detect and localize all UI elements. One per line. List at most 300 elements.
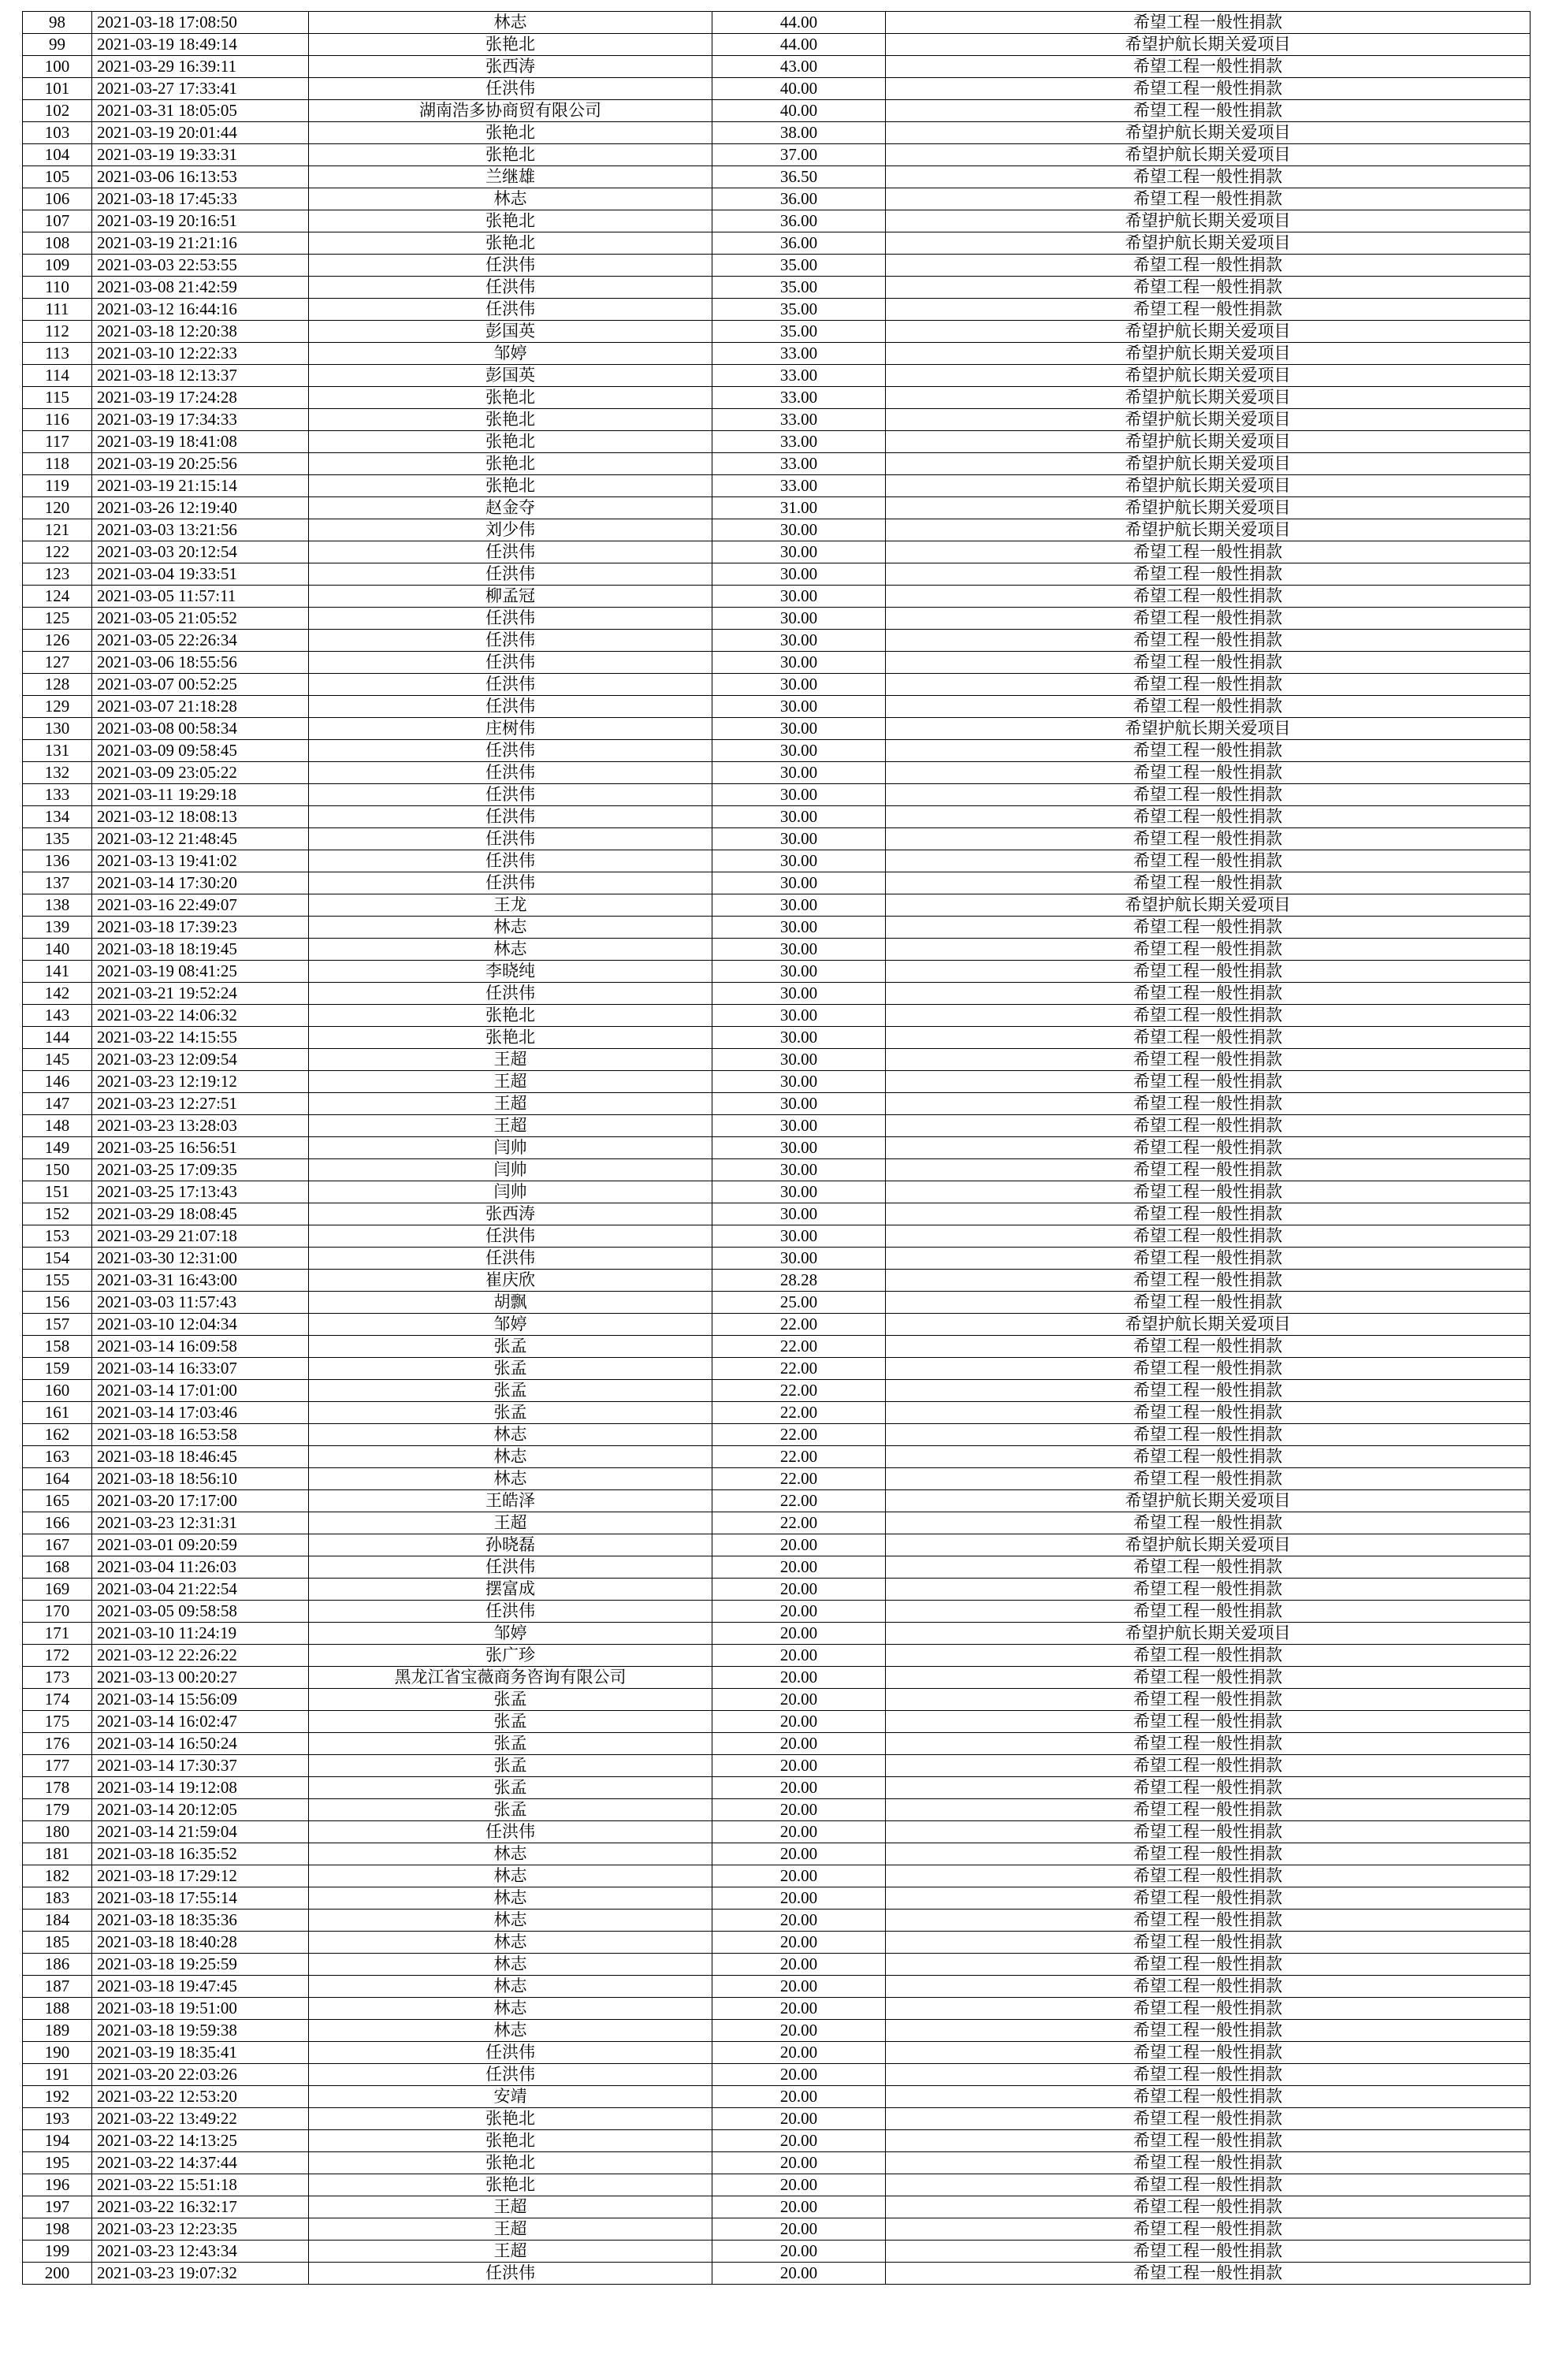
table-row — [23, 608, 1531, 630]
project-name: 希望护航长期关爱项目 — [886, 1534, 1531, 1556]
project-name: 希望护航长期关爱项目 — [886, 321, 1531, 343]
donation-amount: 30.00 — [712, 917, 886, 939]
donation-time: 2021-03-18 16:35:52 — [92, 1843, 309, 1865]
project-name: 希望工程一般性捐款 — [886, 2241, 1531, 2263]
row-index: 105 — [23, 166, 92, 188]
project-name: 希望工程一般性捐款 — [886, 1865, 1531, 1887]
row-index: 109 — [23, 255, 92, 277]
donation-amount: 20.00 — [712, 1733, 886, 1755]
donation-time: 2021-03-05 22:26:34 — [92, 630, 309, 652]
project-name: 希望工程一般性捐款 — [886, 1336, 1531, 1358]
donor-name: 任洪伟 — [309, 740, 712, 762]
donation-amount: 20.00 — [712, 2086, 886, 2108]
project-name: 希望护航长期关爱项目 — [886, 894, 1531, 917]
project-name: 希望工程一般性捐款 — [886, 1976, 1531, 1998]
donor-name: 林志 — [309, 1843, 712, 1865]
row-index: 151 — [23, 1181, 92, 1203]
donation-time: 2021-03-08 00:58:34 — [92, 718, 309, 740]
donation-amount: 44.00 — [712, 12, 886, 34]
row-index: 106 — [23, 188, 92, 210]
row-index: 129 — [23, 696, 92, 718]
row-index: 149 — [23, 1137, 92, 1159]
donor-name: 张孟 — [309, 1402, 712, 1424]
donation-amount: 30.00 — [712, 1093, 886, 1115]
donation-amount: 20.00 — [712, 2152, 886, 2174]
project-name: 希望工程一般性捐款 — [886, 1932, 1531, 1954]
donation-amount: 20.00 — [712, 1645, 886, 1667]
donor-name: 任洪伟 — [309, 652, 712, 674]
donor-name: 张孟 — [309, 1711, 712, 1733]
donation-amount: 20.00 — [712, 2020, 886, 2042]
project-name: 希望工程一般性捐款 — [886, 1645, 1531, 1667]
donation-amount: 22.00 — [712, 1314, 886, 1336]
donation-time: 2021-03-31 16:43:00 — [92, 1270, 309, 1292]
table-row — [23, 1512, 1531, 1534]
table-row — [23, 718, 1531, 740]
donation-amount: 20.00 — [712, 1579, 886, 1601]
row-index: 186 — [23, 1954, 92, 1976]
donation-amount: 20.00 — [712, 2196, 886, 2218]
donation-time: 2021-03-18 18:35:36 — [92, 1910, 309, 1932]
donation-amount: 33.00 — [712, 453, 886, 475]
project-name: 希望工程一般性捐款 — [886, 586, 1531, 608]
donor-name: 张孟 — [309, 1733, 712, 1755]
donation-time: 2021-03-18 17:45:33 — [92, 188, 309, 210]
donation-amount: 35.00 — [712, 321, 886, 343]
donor-name: 闫帅 — [309, 1137, 712, 1159]
row-index: 141 — [23, 961, 92, 983]
row-index: 184 — [23, 1910, 92, 1932]
donation-amount: 28.28 — [712, 1270, 886, 1292]
table-row — [23, 740, 1531, 762]
project-name: 希望工程一般性捐款 — [886, 1556, 1531, 1579]
project-name: 希望工程一般性捐款 — [886, 166, 1531, 188]
row-index: 148 — [23, 1115, 92, 1137]
row-index: 169 — [23, 1579, 92, 1601]
project-name: 希望工程一般性捐款 — [886, 1689, 1531, 1711]
table-row — [23, 475, 1531, 497]
donor-name: 摆富成 — [309, 1579, 712, 1601]
donation-time: 2021-03-07 00:52:25 — [92, 674, 309, 696]
donation-time: 2021-03-14 17:01:00 — [92, 1380, 309, 1402]
table-row — [23, 1446, 1531, 1468]
row-index: 147 — [23, 1093, 92, 1115]
row-index: 198 — [23, 2218, 92, 2241]
table-row — [23, 1049, 1531, 1071]
table-row — [23, 2086, 1531, 2108]
table-row — [23, 1270, 1531, 1292]
project-name: 希望工程一般性捐款 — [886, 1579, 1531, 1601]
project-name: 希望工程一般性捐款 — [886, 1203, 1531, 1225]
table-row — [23, 12, 1531, 34]
table-row — [23, 409, 1531, 431]
donation-time: 2021-03-10 11:24:19 — [92, 1623, 309, 1645]
donation-amount: 40.00 — [712, 100, 886, 122]
donor-name: 张艳北 — [309, 2130, 712, 2152]
project-name: 希望工程一般性捐款 — [886, 1071, 1531, 1093]
donation-amount: 22.00 — [712, 1512, 886, 1534]
row-index: 102 — [23, 100, 92, 122]
donor-name: 张孟 — [309, 1380, 712, 1402]
table-row — [23, 563, 1531, 586]
donation-time: 2021-03-22 16:32:17 — [92, 2196, 309, 2218]
table-row — [23, 1556, 1531, 1579]
donation-time: 2021-03-14 19:12:08 — [92, 1777, 309, 1799]
project-name: 希望工程一般性捐款 — [886, 1733, 1531, 1755]
donation-amount: 20.00 — [712, 1954, 886, 1976]
donor-name: 林志 — [309, 917, 712, 939]
donation-time: 2021-03-04 19:33:51 — [92, 563, 309, 586]
donation-time: 2021-03-29 18:08:45 — [92, 1203, 309, 1225]
project-name: 希望工程一般性捐款 — [886, 784, 1531, 806]
donor-name: 刘少伟 — [309, 519, 712, 541]
donation-amount: 40.00 — [712, 78, 886, 100]
donation-amount: 20.00 — [712, 1667, 886, 1689]
donation-amount: 37.00 — [712, 144, 886, 166]
project-name: 希望工程一般性捐款 — [886, 1755, 1531, 1777]
table-row — [23, 2218, 1531, 2241]
project-name: 希望工程一般性捐款 — [886, 100, 1531, 122]
donor-name: 任洪伟 — [309, 1821, 712, 1843]
row-index: 132 — [23, 762, 92, 784]
donation-amount: 35.00 — [712, 299, 886, 321]
donation-time: 2021-03-30 12:31:00 — [92, 1248, 309, 1270]
row-index: 135 — [23, 828, 92, 850]
donation-time: 2021-03-09 23:05:22 — [92, 762, 309, 784]
donation-time: 2021-03-18 17:39:23 — [92, 917, 309, 939]
table-row — [23, 1225, 1531, 1248]
project-name: 希望工程一般性捐款 — [886, 1711, 1531, 1733]
table-row — [23, 210, 1531, 232]
donation-time: 2021-03-06 16:13:53 — [92, 166, 309, 188]
donor-name: 张孟 — [309, 1799, 712, 1821]
row-index: 195 — [23, 2152, 92, 2174]
project-name: 希望护航长期关爱项目 — [886, 431, 1531, 453]
project-name: 希望工程一般性捐款 — [886, 2086, 1531, 2108]
table-row — [23, 1005, 1531, 1027]
donation-time: 2021-03-23 12:23:35 — [92, 2218, 309, 2241]
row-index: 143 — [23, 1005, 92, 1027]
table-row — [23, 2064, 1531, 2086]
donation-time: 2021-03-13 19:41:02 — [92, 850, 309, 872]
project-name: 希望工程一般性捐款 — [886, 1843, 1531, 1865]
project-name: 希望工程一般性捐款 — [886, 608, 1531, 630]
project-name: 希望工程一般性捐款 — [886, 2064, 1531, 2086]
donor-name: 张艳北 — [309, 2108, 712, 2130]
donation-amount: 30.00 — [712, 806, 886, 828]
donation-time: 2021-03-19 18:35:41 — [92, 2042, 309, 2064]
donation-amount: 22.00 — [712, 1402, 886, 1424]
project-name: 希望护航长期关爱项目 — [886, 497, 1531, 519]
table-row — [23, 321, 1531, 343]
donation-amount: 36.50 — [712, 166, 886, 188]
donation-time: 2021-03-14 17:30:37 — [92, 1755, 309, 1777]
donation-time: 2021-03-05 11:57:11 — [92, 586, 309, 608]
donor-name: 安靖 — [309, 2086, 712, 2108]
project-name: 希望护航长期关爱项目 — [886, 210, 1531, 232]
project-name: 希望工程一般性捐款 — [886, 1380, 1531, 1402]
project-name: 希望工程一般性捐款 — [886, 2218, 1531, 2241]
project-name: 希望工程一般性捐款 — [886, 1159, 1531, 1181]
donation-time: 2021-03-18 19:51:00 — [92, 1998, 309, 2020]
row-index: 177 — [23, 1755, 92, 1777]
project-name: 希望工程一般性捐款 — [886, 850, 1531, 872]
table-row — [23, 2108, 1531, 2130]
row-index: 137 — [23, 872, 92, 894]
donor-name: 任洪伟 — [309, 983, 712, 1005]
row-index: 142 — [23, 983, 92, 1005]
project-name: 希望工程一般性捐款 — [886, 828, 1531, 850]
table-row — [23, 2174, 1531, 2196]
donation-amount: 20.00 — [712, 2108, 886, 2130]
donation-amount: 30.00 — [712, 608, 886, 630]
donation-amount: 30.00 — [712, 961, 886, 983]
donor-name: 林志 — [309, 1865, 712, 1887]
donation-time: 2021-03-18 12:13:37 — [92, 365, 309, 387]
row-index: 100 — [23, 56, 92, 78]
table-row — [23, 828, 1531, 850]
donation-amount: 33.00 — [712, 409, 886, 431]
table-row — [23, 674, 1531, 696]
donation-amount: 30.00 — [712, 718, 886, 740]
donor-name: 张艳北 — [309, 144, 712, 166]
project-name: 希望护航长期关爱项目 — [886, 387, 1531, 409]
row-index: 101 — [23, 78, 92, 100]
table-row — [23, 1755, 1531, 1777]
row-index: 136 — [23, 850, 92, 872]
donation-table-body — [23, 12, 1531, 2285]
donation-time: 2021-03-09 09:58:45 — [92, 740, 309, 762]
project-name: 希望工程一般性捐款 — [886, 1049, 1531, 1071]
donation-time: 2021-03-06 18:55:56 — [92, 652, 309, 674]
row-index: 108 — [23, 232, 92, 255]
donation-time: 2021-03-05 09:58:58 — [92, 1601, 309, 1623]
donation-amount: 20.00 — [712, 1601, 886, 1623]
donation-amount: 20.00 — [712, 1887, 886, 1910]
row-index: 175 — [23, 1711, 92, 1733]
table-row — [23, 387, 1531, 409]
donation-amount: 30.00 — [712, 519, 886, 541]
project-name: 希望工程一般性捐款 — [886, 563, 1531, 586]
project-name: 希望护航长期关爱项目 — [886, 519, 1531, 541]
donation-time: 2021-03-18 16:53:58 — [92, 1424, 309, 1446]
row-index: 181 — [23, 1843, 92, 1865]
donation-amount: 20.00 — [712, 2218, 886, 2241]
table-row — [23, 806, 1531, 828]
donation-time: 2021-03-22 14:13:25 — [92, 2130, 309, 2152]
project-name: 希望工程一般性捐款 — [886, 1027, 1531, 1049]
table-row — [23, 1645, 1531, 1667]
row-index: 163 — [23, 1446, 92, 1468]
project-name: 希望工程一般性捐款 — [886, 696, 1531, 718]
donor-name: 孙晓磊 — [309, 1534, 712, 1556]
donation-time: 2021-03-19 20:01:44 — [92, 122, 309, 144]
row-index: 125 — [23, 608, 92, 630]
table-row — [23, 1689, 1531, 1711]
row-index: 172 — [23, 1645, 92, 1667]
donation-amount: 20.00 — [712, 2130, 886, 2152]
table-row — [23, 696, 1531, 718]
donation-time: 2021-03-23 13:28:03 — [92, 1115, 309, 1137]
project-name: 希望工程一般性捐款 — [886, 1910, 1531, 1932]
donation-time: 2021-03-04 21:22:54 — [92, 1579, 309, 1601]
row-index: 171 — [23, 1623, 92, 1645]
donation-time: 2021-03-23 12:09:54 — [92, 1049, 309, 1071]
donation-time: 2021-03-16 22:49:07 — [92, 894, 309, 917]
row-index: 183 — [23, 1887, 92, 1910]
donation-amount: 20.00 — [712, 1932, 886, 1954]
donor-name: 彭国英 — [309, 365, 712, 387]
donation-time: 2021-03-19 17:24:28 — [92, 387, 309, 409]
row-index: 145 — [23, 1049, 92, 1071]
table-row — [23, 1777, 1531, 1799]
donation-amount: 33.00 — [712, 343, 886, 365]
table-row — [23, 1248, 1531, 1270]
donor-name: 任洪伟 — [309, 696, 712, 718]
project-name: 希望工程一般性捐款 — [886, 1799, 1531, 1821]
project-name: 希望护航长期关爱项目 — [886, 409, 1531, 431]
donation-time: 2021-03-03 20:12:54 — [92, 541, 309, 563]
project-name: 希望工程一般性捐款 — [886, 1446, 1531, 1468]
row-index: 155 — [23, 1270, 92, 1292]
row-index: 176 — [23, 1733, 92, 1755]
donor-name: 王超 — [309, 1071, 712, 1093]
project-name: 希望工程一般性捐款 — [886, 1468, 1531, 1490]
table-row — [23, 586, 1531, 608]
donor-name: 闫帅 — [309, 1159, 712, 1181]
donor-name: 王超 — [309, 2218, 712, 2241]
table-row — [23, 2130, 1531, 2152]
donor-name: 邹婷 — [309, 1314, 712, 1336]
table-row — [23, 299, 1531, 321]
project-name: 希望工程一般性捐款 — [886, 1248, 1531, 1270]
table-row — [23, 762, 1531, 784]
donation-amount: 30.00 — [712, 1203, 886, 1225]
donation-time: 2021-03-19 21:21:16 — [92, 232, 309, 255]
donor-name: 张艳北 — [309, 2152, 712, 2174]
project-name: 希望工程一般性捐款 — [886, 2174, 1531, 2196]
row-index: 140 — [23, 939, 92, 961]
row-index: 150 — [23, 1159, 92, 1181]
table-row — [23, 1579, 1531, 1601]
donation-time: 2021-03-19 20:16:51 — [92, 210, 309, 232]
donation-amount: 25.00 — [712, 1292, 886, 1314]
donation-time: 2021-03-19 18:41:08 — [92, 431, 309, 453]
donor-name: 任洪伟 — [309, 630, 712, 652]
donation-time: 2021-03-25 17:13:43 — [92, 1181, 309, 1203]
row-index: 123 — [23, 563, 92, 586]
table-row — [23, 630, 1531, 652]
project-name: 希望工程一般性捐款 — [886, 1402, 1531, 1424]
donation-time: 2021-03-18 17:55:14 — [92, 1887, 309, 1910]
donation-amount: 30.00 — [712, 563, 886, 586]
project-name: 希望工程一般性捐款 — [886, 1225, 1531, 1248]
donation-time: 2021-03-14 16:02:47 — [92, 1711, 309, 1733]
donation-time: 2021-03-14 16:33:07 — [92, 1358, 309, 1380]
project-name: 希望工程一般性捐款 — [886, 762, 1531, 784]
donor-name: 林志 — [309, 1446, 712, 1468]
row-index: 164 — [23, 1468, 92, 1490]
row-index: 182 — [23, 1865, 92, 1887]
project-name: 希望工程一般性捐款 — [886, 2130, 1531, 2152]
row-index: 113 — [23, 343, 92, 365]
row-index: 130 — [23, 718, 92, 740]
donation-time: 2021-03-29 21:07:18 — [92, 1225, 309, 1248]
row-index: 185 — [23, 1932, 92, 1954]
donor-name: 任洪伟 — [309, 541, 712, 563]
table-row — [23, 1181, 1531, 1203]
donation-time: 2021-03-01 09:20:59 — [92, 1534, 309, 1556]
project-name: 希望工程一般性捐款 — [886, 1777, 1531, 1799]
donation-time: 2021-03-22 14:06:32 — [92, 1005, 309, 1027]
table-row — [23, 1534, 1531, 1556]
donation-time: 2021-03-23 12:31:31 — [92, 1512, 309, 1534]
row-index: 173 — [23, 1667, 92, 1689]
donor-name: 张孟 — [309, 1336, 712, 1358]
donor-name: 任洪伟 — [309, 828, 712, 850]
project-name: 希望工程一般性捐款 — [886, 1005, 1531, 1027]
table-row — [23, 2042, 1531, 2064]
donation-amount: 36.00 — [712, 188, 886, 210]
table-row — [23, 1843, 1531, 1865]
donation-amount: 20.00 — [712, 1689, 886, 1711]
table-row — [23, 1027, 1531, 1049]
row-index: 111 — [23, 299, 92, 321]
project-name: 希望工程一般性捐款 — [886, 2152, 1531, 2174]
row-index: 162 — [23, 1424, 92, 1446]
row-index: 120 — [23, 497, 92, 519]
donor-name: 彭国英 — [309, 321, 712, 343]
project-name: 希望工程一般性捐款 — [886, 1093, 1531, 1115]
donor-name: 邹婷 — [309, 343, 712, 365]
donation-time: 2021-03-20 17:17:00 — [92, 1490, 309, 1512]
donor-name: 任洪伟 — [309, 608, 712, 630]
table-row — [23, 1336, 1531, 1358]
table-row — [23, 784, 1531, 806]
donation-time: 2021-03-27 17:33:41 — [92, 78, 309, 100]
table-row — [23, 652, 1531, 674]
donation-time: 2021-03-10 12:22:33 — [92, 343, 309, 365]
row-index: 188 — [23, 1998, 92, 2020]
donation-time: 2021-03-12 18:08:13 — [92, 806, 309, 828]
donor-name: 张艳北 — [309, 2174, 712, 2196]
project-name: 希望护航长期关爱项目 — [886, 144, 1531, 166]
donation-time: 2021-03-18 17:08:50 — [92, 12, 309, 34]
donor-name: 任洪伟 — [309, 762, 712, 784]
row-index: 98 — [23, 12, 92, 34]
donor-name: 任洪伟 — [309, 78, 712, 100]
project-name: 希望工程一般性捐款 — [886, 983, 1531, 1005]
project-name: 希望护航长期关爱项目 — [886, 34, 1531, 56]
donation-time: 2021-03-18 18:19:45 — [92, 939, 309, 961]
project-name: 希望工程一般性捐款 — [886, 2042, 1531, 2064]
donor-name: 湖南浩多协商贸有限公司 — [309, 100, 712, 122]
donation-time: 2021-03-03 22:53:55 — [92, 255, 309, 277]
table-row — [23, 1402, 1531, 1424]
donation-amount: 30.00 — [712, 983, 886, 1005]
project-name: 希望工程一般性捐款 — [886, 806, 1531, 828]
donation-amount: 33.00 — [712, 431, 886, 453]
donation-amount: 20.00 — [712, 2042, 886, 2064]
donation-amount: 30.00 — [712, 1137, 886, 1159]
project-name: 希望护航长期关爱项目 — [886, 1314, 1531, 1336]
table-row — [23, 1159, 1531, 1181]
donation-amount: 20.00 — [712, 2174, 886, 2196]
table-row — [23, 497, 1531, 519]
row-index: 200 — [23, 2263, 92, 2285]
donation-time: 2021-03-08 21:42:59 — [92, 277, 309, 299]
table-row — [23, 1358, 1531, 1380]
